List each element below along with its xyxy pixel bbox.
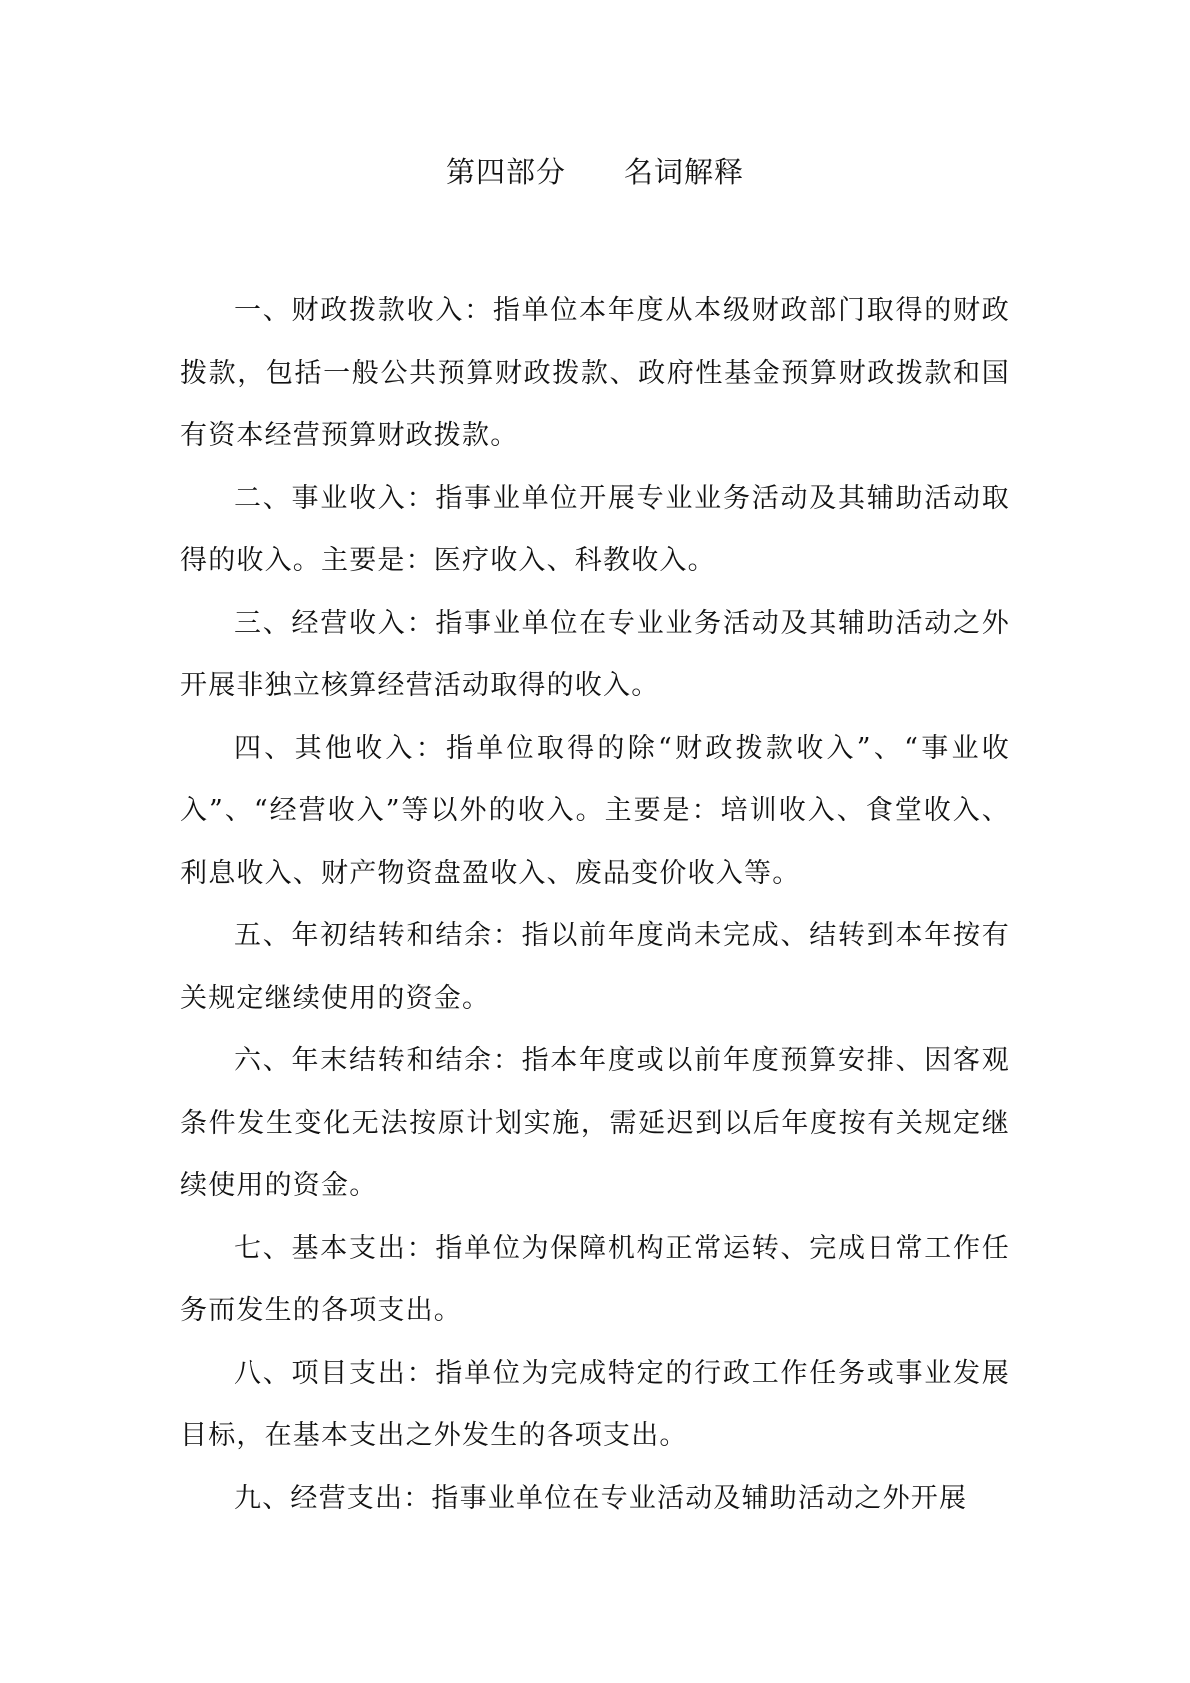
paragraph-1: 一、财政拨款收入：指单位本年度从本级财政部门取得的财政拨款，包括一般公共预算财政拨款、政府性基金预算财政拨款和国有资本经营预算财政拨款。 bbox=[180, 295, 1010, 451]
paragraph-9: 九、经营支出：指事业单位在专业活动及辅助活动之外开展 bbox=[234, 1482, 968, 1514]
page-title bbox=[0, 150, 1190, 191]
paragraph-2: 二、事业收入：指事业单位开展专业业务活动及其辅助活动取得的收入。主要是：医疗收入、科教收入。 bbox=[180, 482, 1010, 576]
paragraph-5: 五、年初结转和结余：指以前年度尚未完成、结转到本年按有关规定继续使用的资金。 bbox=[180, 920, 1010, 1014]
paragraph-7: 七、基本支出：指单位为保障机构正常运转、完成日常工作任务而发生的各项支出。 bbox=[180, 1232, 1010, 1326]
title-part: 第四部分 bbox=[445, 155, 566, 189]
paragraph-8: 八、项目支出：指单位为完成特定的行政工作任务或事业发展目标，在基本支出之外发生的各项支出。 bbox=[180, 1357, 1010, 1451]
paragraph-4: 四、其他收入：指单位取得的除“财政拨款收入”、“事业收入”、“经营收入”等以外的收入。主要是：培训收入、食堂收入、利息收入、财产物资盘盈收入、废品变价收入等。 bbox=[180, 732, 1010, 889]
paragraph-6: 六、年末结转和结余：指本年度或以前年度预算安排、因客观条件发生变化无法按原计划实施，需延迟到以后年度按有关规定继续使用的资金。 bbox=[180, 1045, 1010, 1201]
paragraph-3: 三、经营收入：指事业单位在专业业务活动及其辅助活动之外开展非独立核算经营活动取得的收入。 bbox=[180, 607, 1010, 701]
document-body bbox=[180, 280, 1010, 1530]
title-name: 名词解释 bbox=[624, 155, 745, 189]
